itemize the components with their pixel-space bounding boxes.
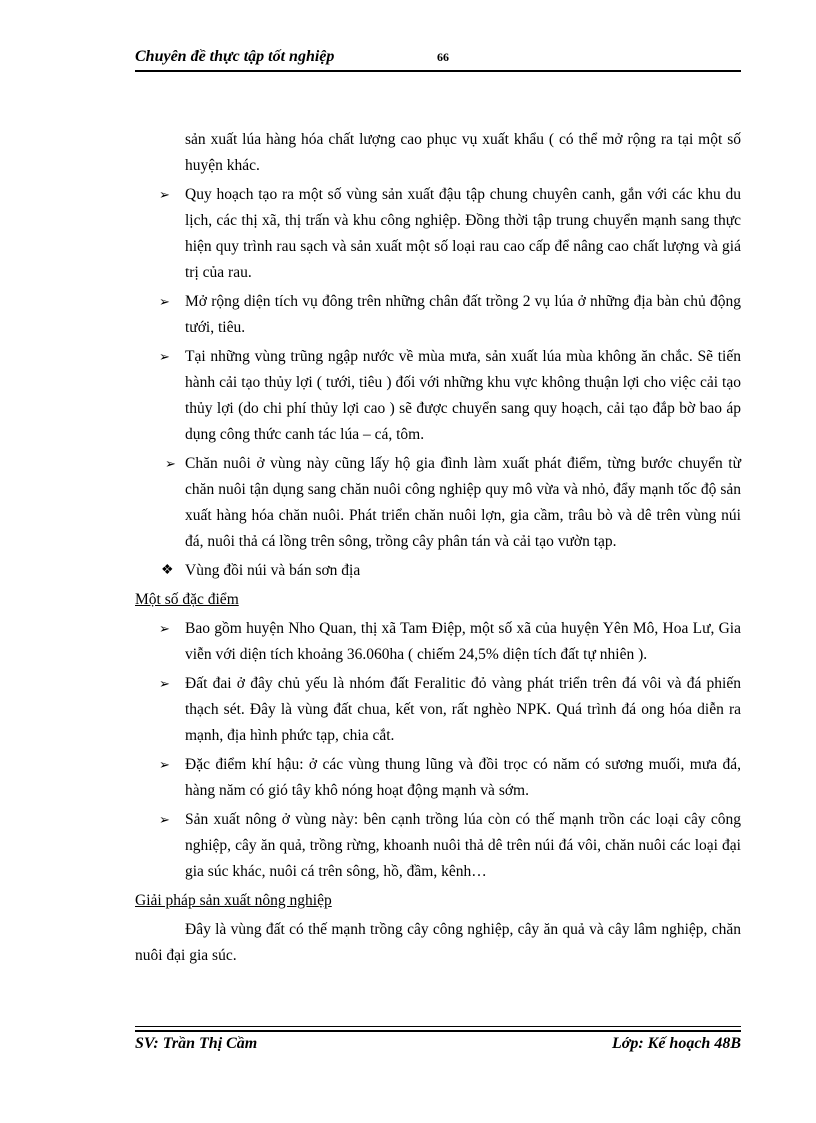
closing-paragraph: Đây là vùng đất có thế mạnh trồng cây công nghiệp, cây ăn quả và cây lâm nghiệp, chăn nuôi đại gia súc.: [135, 921, 741, 964]
list-item: [135, 616, 741, 668]
list-item: [135, 289, 741, 341]
arrow-bullet-icon: ➢: [159, 621, 170, 636]
list-item: [135, 451, 741, 555]
header-title: Chuyên đề thực tập tốt nghiệp: [135, 48, 335, 65]
header-divider: [135, 70, 741, 72]
list-item-text: Đất đai ở đây chủ yếu là nhóm đất Feralitic đỏ vàng phát triển trên đá vôi và đá phiến thạch sét. Đây là vùng đất chua, kết von, rất nghèo NPK. Quá trình đá ong hóa diễn ra mạnh, địa hình phức tạp, chia cắt.: [185, 675, 741, 744]
list-item: [135, 344, 741, 448]
footer-divider-thin: [135, 1026, 741, 1027]
arrow-bullet-icon: ➢: [159, 676, 170, 691]
arrow-bullet-icon: ➢: [159, 757, 170, 772]
arrow-bullet-icon: ➢: [159, 294, 170, 309]
document-body: [135, 127, 741, 969]
arrow-bullet-icon: ➢: [165, 456, 176, 471]
page-header: [135, 48, 741, 70]
list-item-text: Chăn nuôi ở vùng này cũng lấy hộ gia đình làm xuất phát điểm, từng bước chuyển từ chăn nuôi tận dụng sang chăn nuôi công nghiệp quy mô vừa và nhỏ, đẩy mạnh tốc độ sản xuất hàng hóa chăn nuôi. Phát triển chăn nuôi lợn, gia cầm, trâu bò và dê trên vùng núi đá, nuôi thả cá lồng trên sông, trồng cây phân tán và cải tạo vườn tạp.: [185, 455, 741, 550]
page-number: 66: [437, 50, 449, 64]
list-item-text: Đặc điểm khí hậu: ở các vùng thung lũng và đồi trọc có năm có sương muối, mưa đá, hàng năm có gió tây khô nóng hoạt động mạnh và sớm.: [185, 756, 741, 799]
arrow-bullet-icon: ➢: [159, 187, 170, 202]
arrow-bullet-icon: ➢: [159, 812, 170, 827]
list-item-text: Quy hoạch tạo ra một số vùng sản xuất đậu tập chung chuyên canh, gắn với các khu du lịch, các thị xã, thị trấn và khu công nghiệp. Đồng thời tập trung chuyển mạnh sang thực hiện quy trình rau sạch và sản xuất một số loại rau cao cấp để nâng cao chất lượng và giá trị của rau.: [185, 186, 741, 281]
intro-continuation: sản xuất lúa hàng hóa chất lượng cao phục vụ xuất khẩu ( có thể mở rộng ra tại một số huyện khác.: [185, 131, 741, 174]
footer-student: SV: Trần Thị Cầm: [135, 1035, 258, 1052]
list-item-text: Mở rộng diện tích vụ đông trên những chân đất trồng 2 vụ lúa ở những địa bàn chủ động tưới, tiêu.: [185, 293, 741, 336]
region-title: Vùng đồi núi và bán sơn địa: [185, 562, 361, 579]
list-item: [135, 752, 741, 804]
footer-class: Lớp: Kế hoạch 48B: [611, 1035, 741, 1052]
footer-divider-thick: [135, 1030, 741, 1032]
list-item-text: Bao gồm huyện Nho Quan, thị xã Tam Điệp, một số xã của huyện Yên Mô, Hoa Lư, Gia viễn với diện tích khoảng 36.060ha ( chiếm 24,5% diện tích đất tự nhiên ).: [185, 620, 741, 663]
list-item-text: Tại những vùng trũng ngập nước về mùa mưa, sản xuất lúa mùa không ăn chắc. Sẽ tiến hành cải tạo thủy lợi ( tưới, tiêu ) đối với những khu vực không thuận lợi cho việc cải tạo thủy lợi (do chi phí thủy lợi cao ) sẽ được chuyển sang quy hoạch, cải tạo đắp bờ bao áp dụng công thức canh tác lúa – cá, tôm.: [185, 348, 741, 443]
region-item: [135, 558, 741, 584]
solutions-heading: Giải pháp sản xuất nông nghiệp: [135, 892, 332, 909]
diamond-bullet-icon: ❖: [161, 563, 174, 578]
list-item: [135, 182, 741, 286]
arrow-bullet-icon: ➢: [159, 349, 170, 364]
features-heading: Một số đặc điểm: [135, 591, 239, 608]
list-item: [135, 807, 741, 885]
list-item-text: Sản xuất nông ở vùng này: bên cạnh trồng lúa còn có thế mạnh trồn các loại cây công nghiệp, cây ăn quả, trồng rừng, khoanh nuôi thả dê trên núi đá vôi, chăn nuôi các loại đại gia súc khác, nuôi cá trên sông, hồ, đầm, kênh…: [185, 811, 741, 880]
list-item: [135, 671, 741, 749]
